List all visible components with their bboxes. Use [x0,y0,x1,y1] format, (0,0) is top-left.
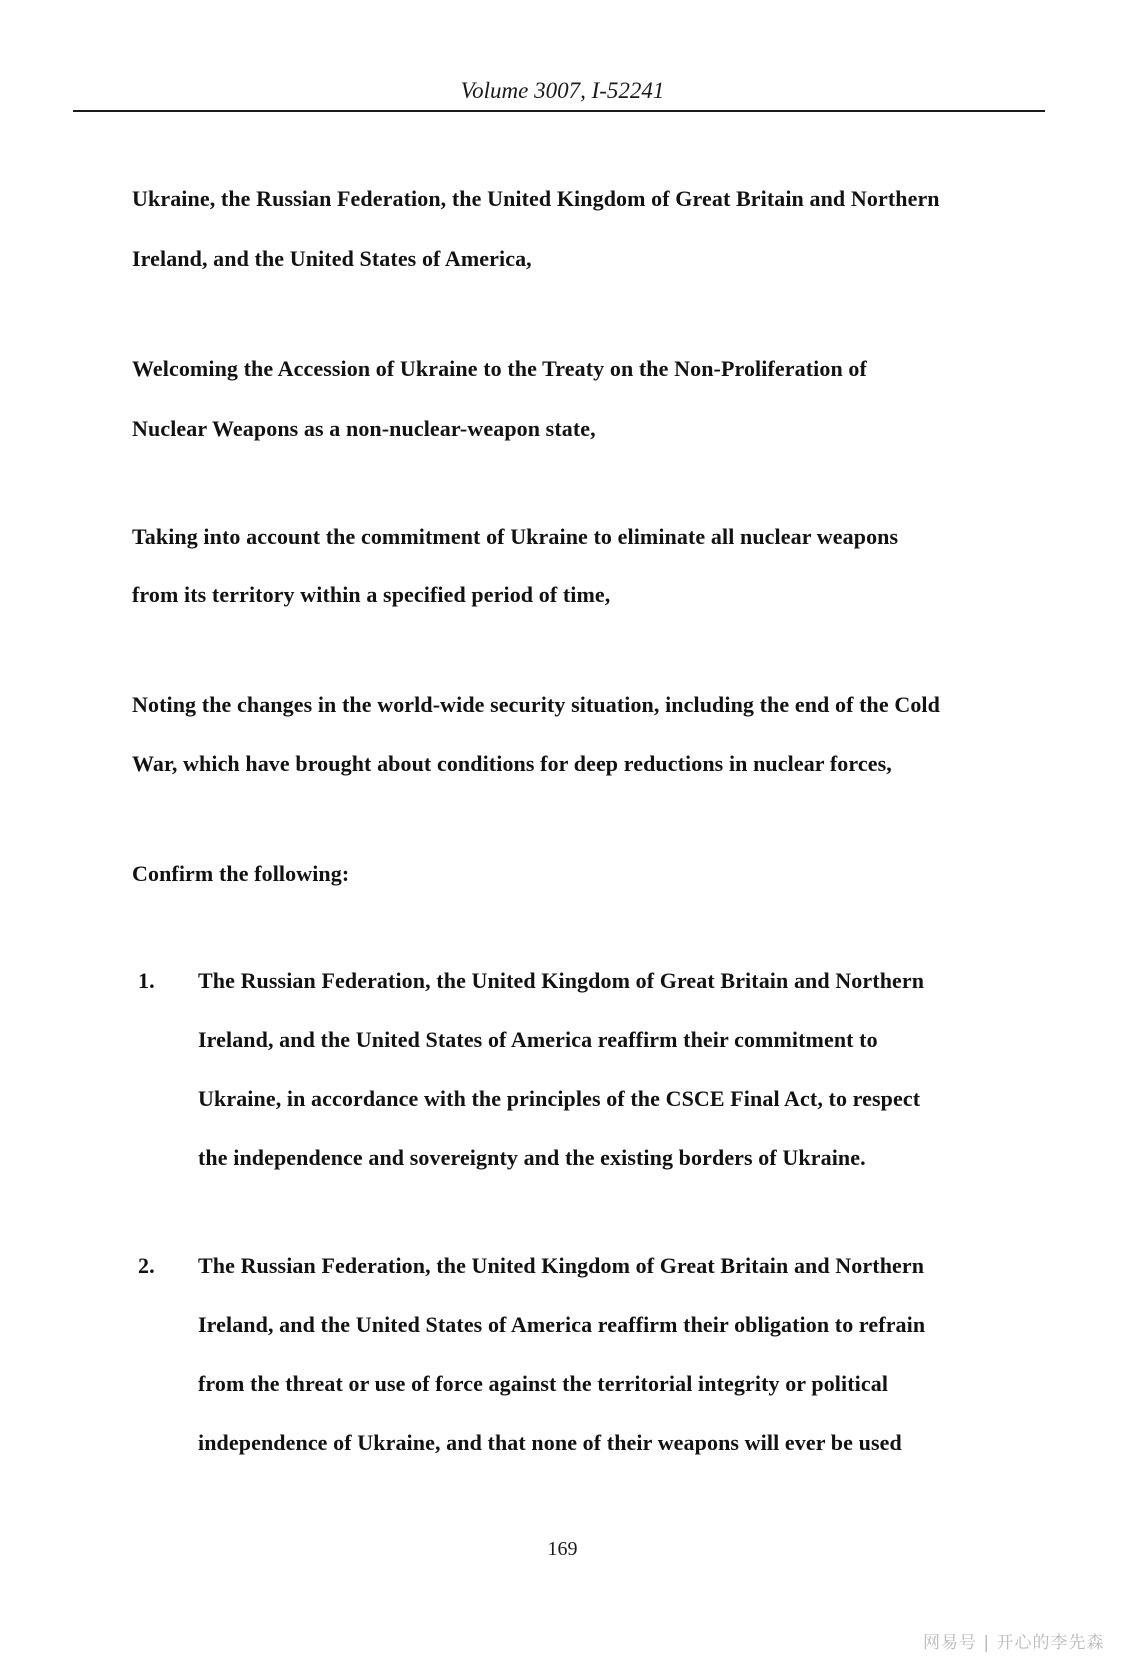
welcoming-line-1: Welcoming the Accession of Ukraine to the Treaty on the Non-Proliferation of [132,356,867,381]
item-2-line-2: Ireland, and the United States of America reaffirm their obligation to refrain [198,1312,926,1337]
item-1-number: 1. [138,968,155,993]
taking-line-2: from its territory within a specified period of time, [132,582,611,607]
preamble-line-2: Ireland, and the United States of America, [132,246,532,271]
item-2-line-4: independence of Ukraine, and that none of their weapons will ever be used [198,1430,902,1455]
item-1-line-4: the independence and sovereignty and the existing borders of Ukraine. [198,1145,866,1170]
page-number: 169 [547,1538,578,1560]
noting-line-2: War, which have brought about conditions for deep reductions in nuclear forces, [132,751,892,776]
item-2-line-1: The Russian Federation, the United Kingdom of Great Britain and Northern [198,1253,925,1278]
header-rule [73,110,1045,112]
confirm-line: Confirm the following: [132,861,350,886]
taking-line-1: Taking into account the commitment of Ukraine to eliminate all nuclear weapons [132,524,899,549]
item-2-line-3: from the threat or use of force against the territorial integrity or political [198,1371,889,1396]
watermark: 网易号 | 开心的李先森 [923,1633,1105,1653]
welcoming-line-2: Nuclear Weapons as a non-nuclear-weapon state, [132,416,596,441]
item-1-line-1: The Russian Federation, the United Kingdom of Great Britain and Northern [198,968,925,993]
noting-line-1: Noting the changes in the world-wide security situation, including the end of the Cold [132,692,940,717]
item-1-line-3: Ukraine, in accordance with the principles of the CSCE Final Act, to respect [198,1086,921,1111]
preamble-line-1: Ukraine, the Russian Federation, the United Kingdom of Great Britain and Northern [132,186,940,211]
running-head: Volume 3007, I-52241 [460,78,665,103]
item-1-line-2: Ireland, and the United States of America reaffirm their commitment to [198,1027,878,1052]
item-2-number: 2. [138,1253,155,1278]
